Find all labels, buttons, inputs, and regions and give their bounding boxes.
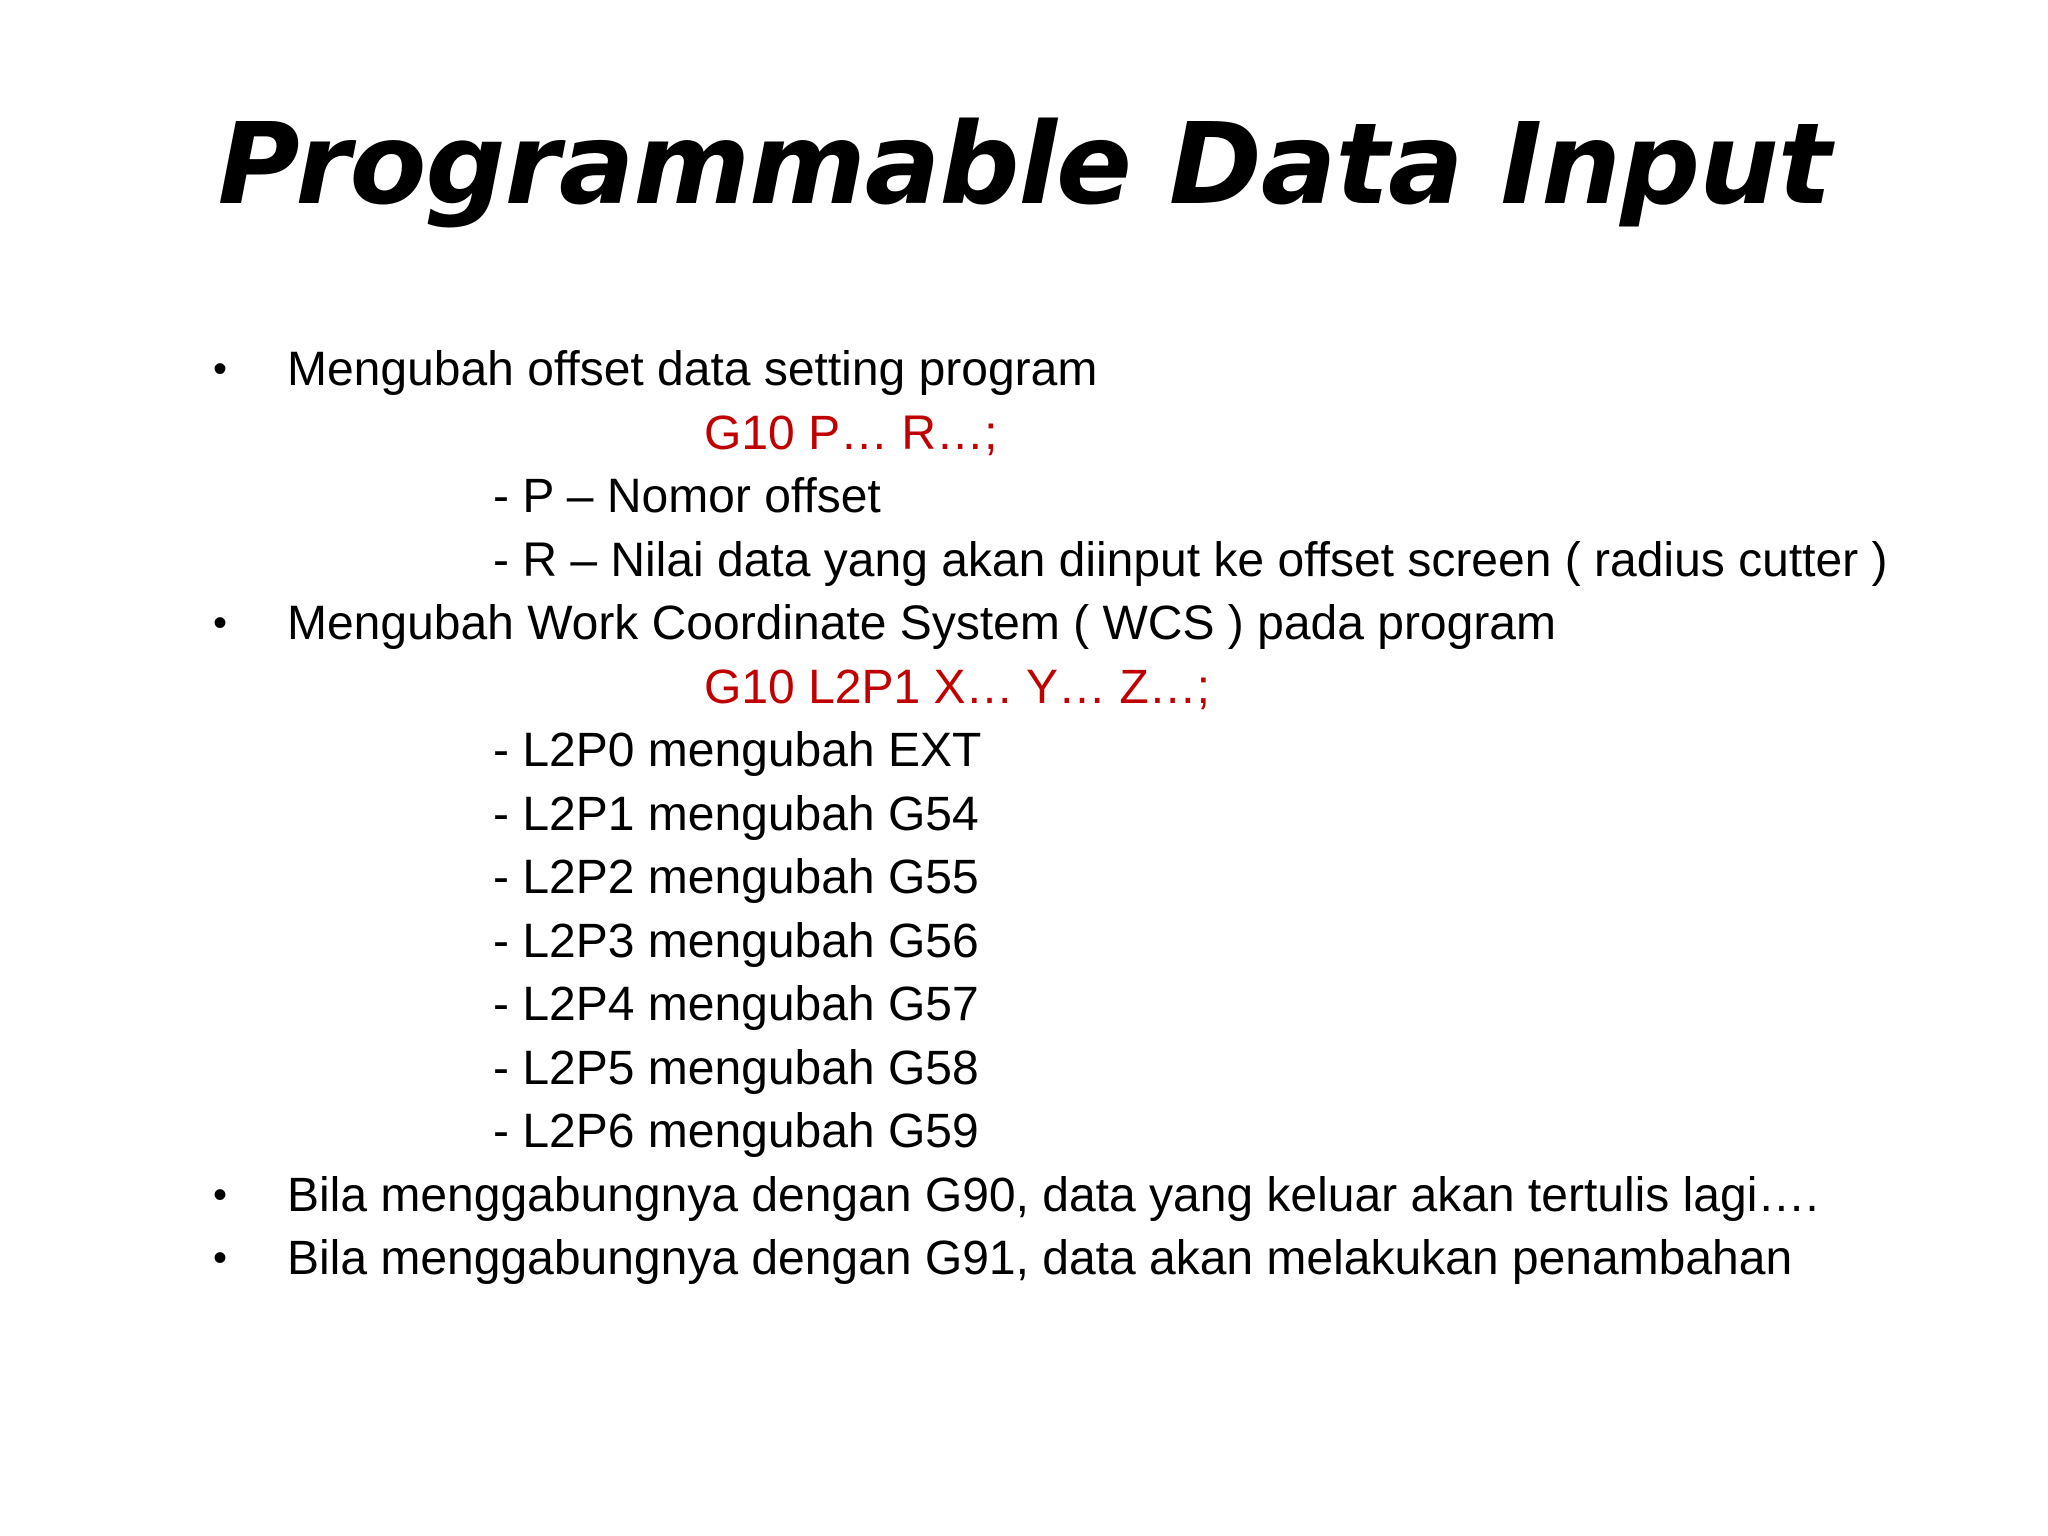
sub-item: - L2P0 mengubah EXT bbox=[493, 724, 982, 777]
bullet-item-g90 bbox=[210, 1164, 2010, 1228]
bullet-item-g91 bbox=[210, 1227, 2010, 1291]
bullet-text: Bila menggabungnya dengan G91, data akan melakukan penambahan bbox=[287, 1232, 1793, 1285]
code-example: G10 L2P1 X… Y… Z…; bbox=[704, 660, 1210, 714]
sub-item: - L2P4 mengubah G57 bbox=[493, 978, 979, 1031]
bullet-text: Mengubah Work Coordinate System ( WCS ) pada program bbox=[287, 597, 1556, 650]
sub-item: - L2P2 mengubah G55 bbox=[493, 851, 979, 904]
code-example: G10 P… R…; bbox=[704, 406, 998, 460]
bullet-text: Bila menggabungnya dengan G90, data yang keluar akan tertulis lagi…. bbox=[287, 1168, 1819, 1222]
slide-body bbox=[210, 338, 2010, 1291]
bullet-icon: • bbox=[212, 1172, 227, 1217]
bullet-item-offset bbox=[210, 338, 2010, 402]
sub-item: - P – Nomor offset bbox=[493, 470, 881, 523]
bullet-icon: • bbox=[212, 1236, 227, 1280]
bullet-item-wcs bbox=[210, 592, 2010, 656]
sub-item: - L2P3 mengubah G56 bbox=[493, 914, 979, 968]
sub-item: - R – Nilai data yang akan diinput ke offset screen ( radius cutter ) bbox=[493, 533, 1888, 587]
bullet-text: Mengubah offset data setting program bbox=[287, 343, 1098, 396]
sub-item: - L2P1 mengubah G54 bbox=[493, 787, 979, 841]
slide-title: Programmable Data Input bbox=[217, 100, 1831, 230]
sub-item: - L2P6 mengubah G59 bbox=[493, 1105, 979, 1158]
bullet-icon: • bbox=[212, 347, 227, 391]
bullet-icon: • bbox=[212, 601, 227, 645]
sub-item: - L2P5 mengubah G58 bbox=[493, 1041, 979, 1095]
